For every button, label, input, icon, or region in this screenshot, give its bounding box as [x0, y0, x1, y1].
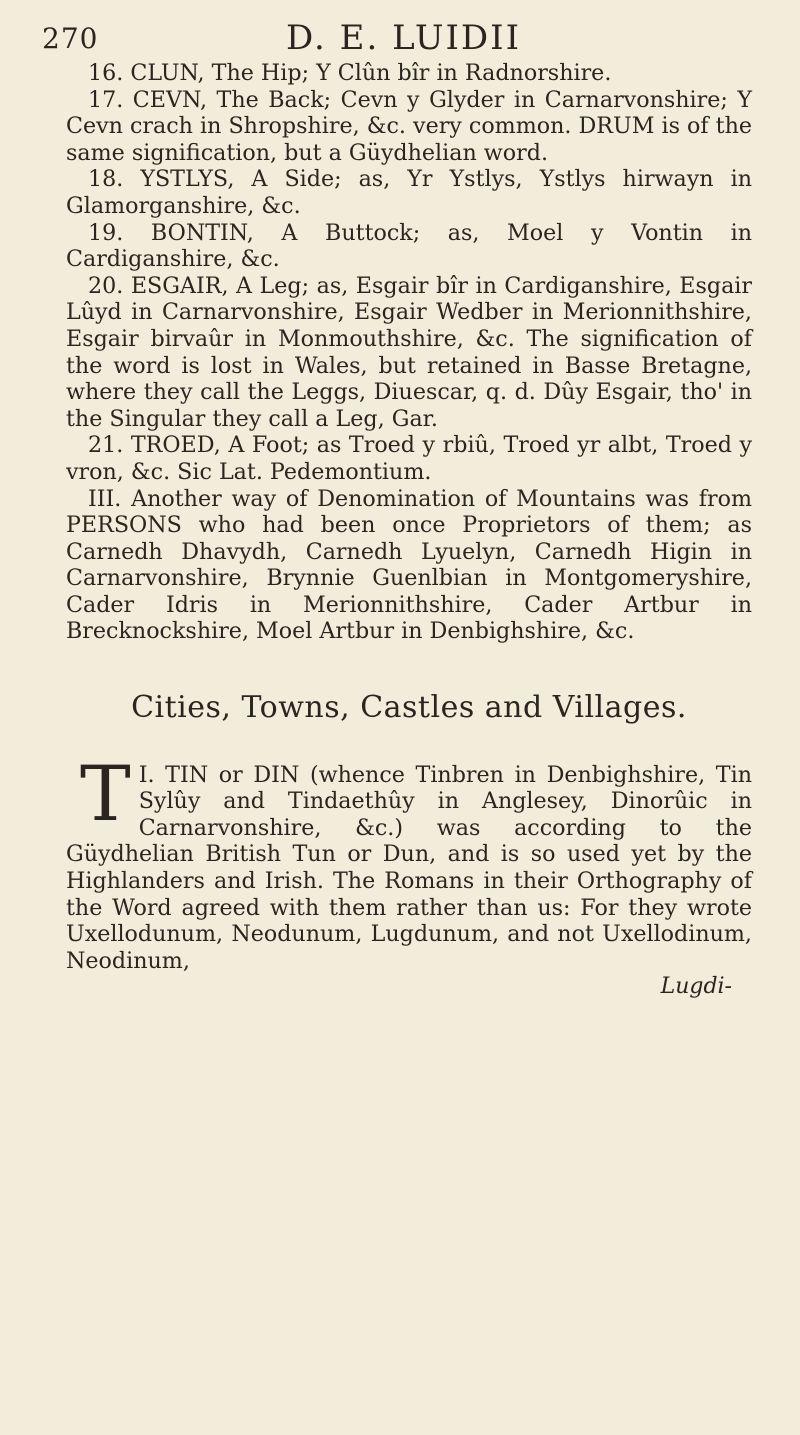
entry-number: III.: [88, 485, 122, 512]
entry-text: ESGAIR, A Leg; as, Esgair bîr in Cardiganshire, Esgair Lûyd in Carnarvonshire, Esgair Wedber in Merionnithshire, Esgair birvaûr in Monmouthshire, &c. The signification of the word is lost in Wales, but retained in Basse Bretagne, where they call the Leggs, Diuescar, q. d. Dûy Esgair, tho' in the Singular they call a Leg, Gar.: [66, 272, 753, 432]
catchword: Lugdi-: [660, 974, 732, 1000]
entry-number: 21.: [88, 432, 124, 459]
entry-text: TROED, A Foot; as Troed y rbiû, Troed yr albt, Troed y vron, &c. Sic Lat. Pedemontium.: [66, 432, 752, 485]
first-paragraph: [66, 748, 752, 975]
drop-cap: T: [80, 748, 131, 838]
page-number: 270: [42, 22, 99, 55]
entry-number: 17.: [88, 86, 124, 113]
entry-number: 20.: [88, 272, 124, 299]
entry-iii: [66, 486, 752, 646]
entry-text: BONTIN, A Buttock; as, Moel y Vontin in Cardiganshire, &c.: [66, 219, 753, 273]
entry-number: 16.: [88, 60, 124, 86]
entry-text: CEVN, The Back; Cevn y Glyder in Carnarvonshire; Y Cevn crach in Shropshire, &c. very common. DRUM is of the same signification, but a Güydhelian word.: [66, 86, 752, 166]
paragraph-text: I. TIN or DIN (whence Tinbren in Denbighshire, Tin Sylûy and Tindaethûy in Anglesey, Dinorûic in Carnarvonshire, &c.) was according to the Güydhelian British Tun or Dun, and is so used yet by the Highlanders and Irish. The Romans in their Orthography of the Word agreed with them rather than us: For they wrote Uxellodunum, Neodunum, Lugdunum, and not Uxellodinum, Neodinum,: [66, 761, 752, 974]
entry-16: [66, 60, 752, 87]
entry-20: [66, 273, 752, 433]
entry-number: 19.: [88, 219, 124, 246]
entry-text: YSTLYS, A Side; as, Yr Ystlys, Ystlys hirwayn in Glamorganshire, &c.: [66, 166, 752, 219]
entry-text: Another way of Denomination of Mountains was from PERSONS who had been once Proprietors of them; as Carnedh Dhavydh, Carnedh Lyuelyn, Carnedh Higin in Carnarvonshire, Brynnie Guenlbian in Montgomeryshire, Cader Idris in Merionnithshire, Cader Artbur in Brecknockshire, Moel Artbur in Denbighshire, &c.: [66, 485, 752, 645]
entry-text: CLUN, The Hip; Y Clûn bîr in Radnorshire.: [130, 60, 612, 86]
entry-19: [66, 220, 752, 273]
running-head: D. E. LUIDII: [286, 18, 522, 58]
section-title: Cities, Towns, Castles and Villages.: [131, 690, 687, 726]
page-header: [42, 18, 752, 60]
entry-17: [66, 87, 752, 167]
entry-18: [66, 166, 752, 219]
entry-number: 18.: [88, 166, 124, 193]
entry-21: [66, 432, 752, 485]
body-text: [66, 60, 752, 1001]
